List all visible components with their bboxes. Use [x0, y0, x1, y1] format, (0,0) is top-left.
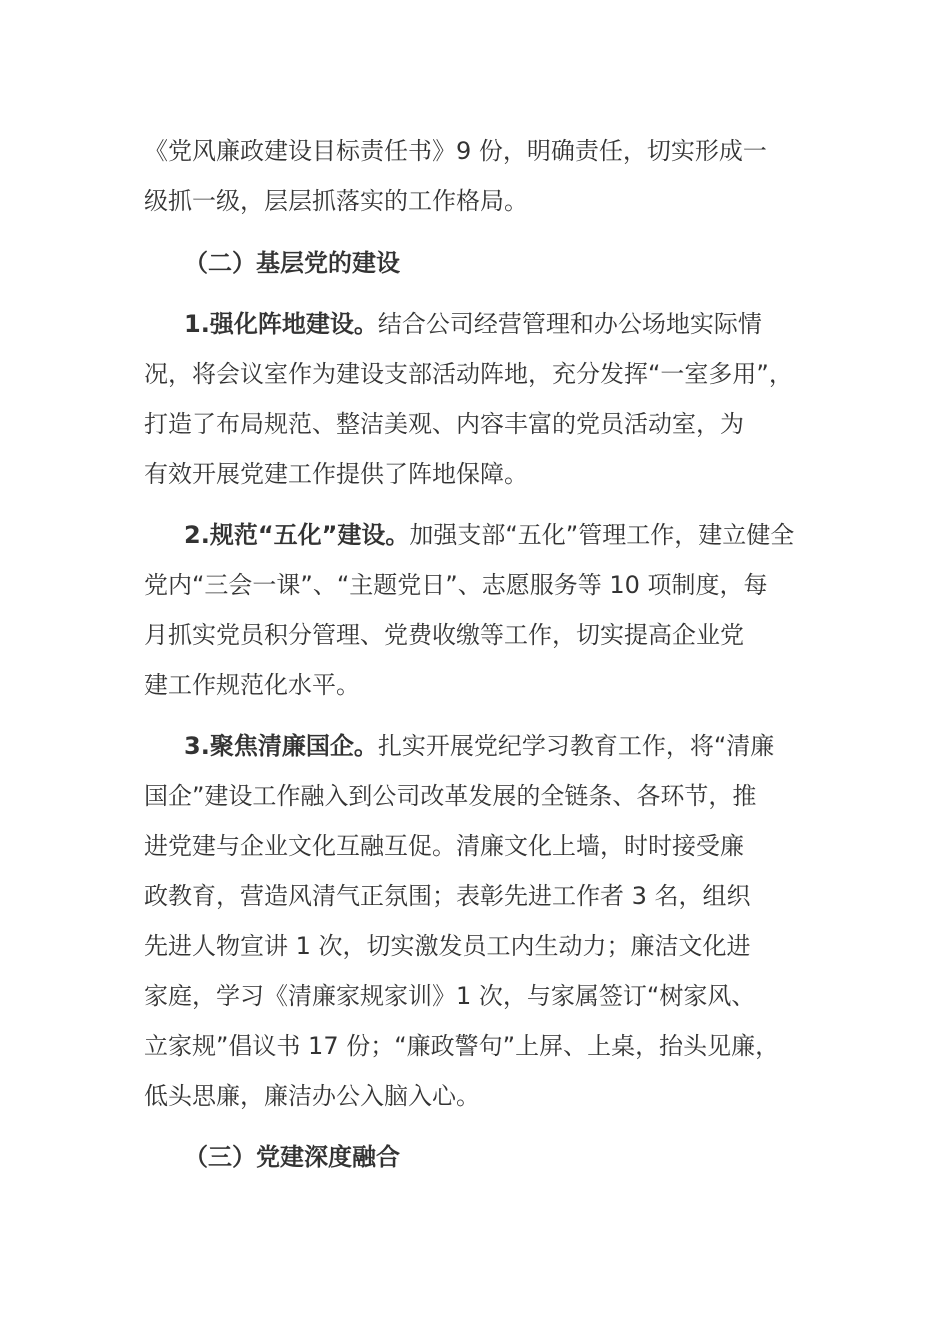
paragraph-position-building [144, 299, 824, 499]
text-line: 《党风廉政建设目标责任书》9 份，明确责任，切实形成一 [144, 137, 767, 165]
text-line: 况，将会议室作为建设支部活动阵地，充分发挥“一室多用”， [144, 360, 793, 388]
text-line: 进党建与企业文化互融互促。清廉文化上墙，时时接受廉 [144, 832, 744, 860]
text-line: 国企”建设工作融入到公司改革发展的全链条、各环节，推 [144, 782, 757, 810]
paragraph-lead: 2.规范“五化”建设。 [184, 521, 410, 549]
section-heading-grassroots-party-building: （二）基层党的建设 [184, 249, 400, 277]
text-line [144, 510, 824, 560]
text-line: 有效开展党建工作提供了阵地保障。 [144, 460, 528, 488]
text-line: 级抓一级，层层抓落实的工作格局。 [144, 187, 528, 215]
paragraph-lead: 3.聚焦清廉国企。 [184, 732, 378, 760]
text-line [144, 721, 824, 771]
paragraph-text: 扎实开展党纪学习教育工作，将“清廉 [377, 732, 775, 760]
text-line: 政教育，营造风清气正氛围；表彰先进工作者 3 名，组织 [144, 882, 751, 910]
paragraph-clean-soe [144, 721, 824, 1121]
text-line: 月抓实党员积分管理、党费收缴等工作，切实提高企业党 [144, 621, 744, 649]
paragraph-text: 结合公司经营管理和办公场地实际情 [377, 310, 762, 338]
text-line [144, 299, 824, 349]
text-line: 低头思廉，廉洁办公入脑入心。 [144, 1082, 480, 1110]
paragraph-text: 加强支部“五化”管理工作，建立健全 [409, 521, 795, 549]
paragraph-lead: 1.强化阵地建设。 [184, 310, 378, 338]
text-line: 家庭，学习《清廉家规家训》1 次，与家属签订“树家风、 [144, 982, 756, 1010]
section-heading-deep-integration: （三）党建深度融合 [184, 1143, 400, 1171]
text-line: 先进人物宣讲 1 次，切实激发员工内生动力；廉洁文化进 [144, 932, 751, 960]
text-line: 党内“三会一课”、“主题党日”、志愿服务等 10 项制度，每 [144, 571, 768, 599]
text-line: 打造了布局规范、整洁美观、内容丰富的党员活动室，为 [144, 410, 744, 438]
text-line: 立家规”倡议书 17 份；“廉政警句”上屏、上桌，抬头见廉， [144, 1032, 780, 1060]
paragraph-five-standards [144, 510, 824, 710]
text-line: 建工作规范化水平。 [144, 671, 360, 699]
paragraph-responsibility [144, 126, 824, 226]
